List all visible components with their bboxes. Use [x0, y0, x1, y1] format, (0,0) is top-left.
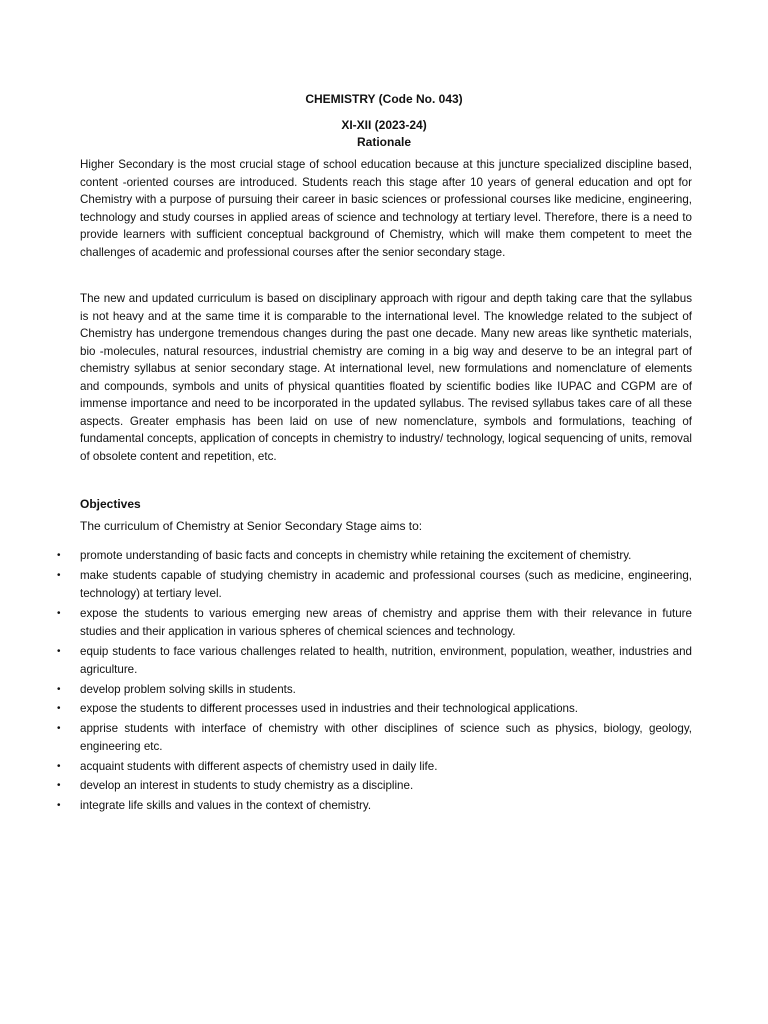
objectives-heading: Objectives	[80, 497, 141, 511]
objective-item	[56, 720, 692, 757]
bullet-icon: •	[57, 607, 61, 619]
objective-text: develop problem solving skills in students.	[80, 682, 296, 696]
class-year-heading: XI-XII (2023-24)	[341, 118, 427, 132]
bullet-icon: •	[57, 722, 61, 734]
objective-text: apprise students with interface of chemistry with other disciplines of science such as physics, biology, geology, engineering etc.	[80, 721, 692, 753]
objective-item	[56, 643, 692, 680]
objective-item	[56, 758, 692, 777]
bullet-icon: •	[57, 569, 61, 581]
objective-item	[56, 700, 692, 719]
rationale-heading: Rationale	[356, 135, 411, 149]
bullet-icon: •	[57, 703, 61, 714]
bullet-icon: •	[57, 683, 61, 695]
objective-text: expose the students to different processes used in industries and their technological applications.	[80, 702, 578, 715]
objective-item	[56, 681, 692, 700]
document-title: CHEMISTRY (Code No. 043)	[305, 92, 463, 106]
rationale-paragraph-2: The new and updated curriculum is based on disciplinary approach with rigour and depth taking care that the syllabus is not heavy and at the same time it is comparable to the international level. The knowledge related to the subject of Chemistry has undergone tremendous changes during the past one decade. Many new areas like synthetic materials, bio -molecules, natural resources, industrial chemistry are coming in a big way and deserve to be an integral part of chemistry syllabus at senior secondary stage. At international level, new formulations and nomenclature of elements and compounds, symbols and units of physical quantities floated by scientific bodies like IUPAC and CGPM are of immense importance and need to be incorporated in the updated syllabus. The revised syllabus takes care of all these aspects. Greater emphasis has been laid on use of new nomenclature, symbols and formulations, teaching of fundamental concepts, application of concepts in chemistry to industry/ technology, logical sequencing of units, removal of obsolete content and repetition, etc.	[80, 292, 692, 463]
objective-item	[56, 547, 692, 566]
objective-text: make students capable of studying chemistry in academic and professional courses (such as medicine, engineering, technology) at tertiary level.	[80, 568, 692, 600]
bullet-icon: •	[57, 799, 61, 811]
bullet-icon: •	[57, 780, 61, 791]
rationale-paragraph-1: Higher Secondary is the most crucial stage of school education because at this juncture specialized discipline based, content -oriented courses are introduced. Students reach this stage after 10 years of general education and opt for Chemistry with a purpose of pursuing their career in basic sciences or professional courses like medicine, engineering, technology and study courses in applied areas of science and technology at tertiary level. Therefore, there is a need to provide learners with sufficient conceptual background of Chemistry, which will make them competent to meet the challenges of academic and professional courses after the senior secondary stage.	[80, 158, 692, 259]
bullet-icon: •	[57, 760, 61, 772]
objectives-intro: The curriculum of Chemistry at Senior Secondary Stage aims to:	[80, 519, 423, 533]
objective-text: promote understanding of basic facts and concepts in chemistry while retaining the excitement of chemistry.	[80, 549, 632, 562]
bullet-icon: •	[57, 550, 61, 561]
objectives-list	[56, 547, 692, 816]
objective-item	[56, 777, 692, 796]
objective-text: acquaint students with different aspects of chemistry used in daily life.	[80, 759, 438, 773]
objective-text: equip students to face various challenges related to health, nutrition, environment, population, weather, industries and agriculture.	[80, 644, 692, 676]
objective-item	[56, 567, 692, 604]
objective-item	[56, 605, 692, 642]
bullet-icon: •	[57, 645, 61, 657]
objective-text: develop an interest in students to study chemistry as a discipline.	[80, 779, 414, 792]
objective-text: integrate life skills and values in the context of chemistry.	[80, 798, 372, 812]
objective-item	[56, 797, 692, 816]
objective-text: expose the students to various emerging new areas of chemistry and apprise them with their relevance in future studies and their application in various spheres of chemical sciences and technology.	[80, 606, 692, 638]
